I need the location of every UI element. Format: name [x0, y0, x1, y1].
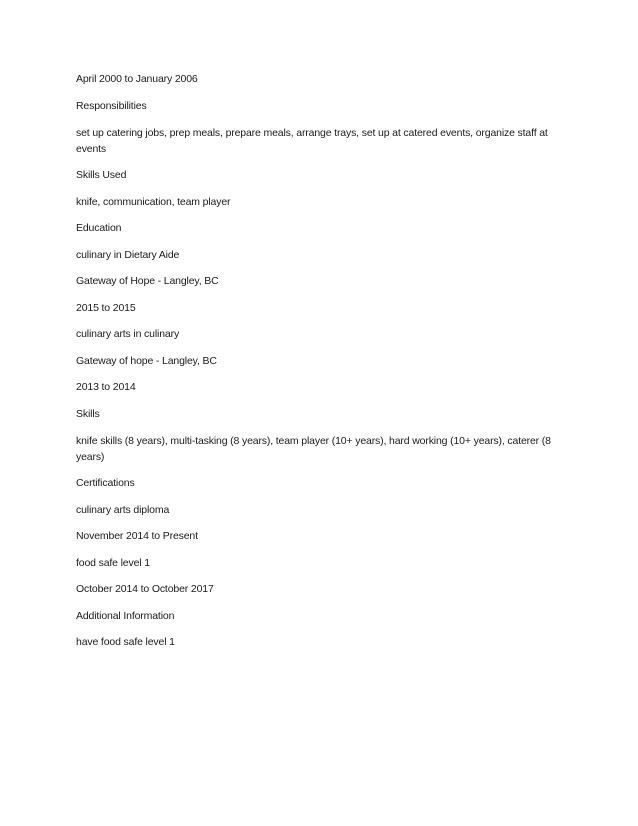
resume-text-body — [76, 72, 576, 662]
education-heading: Education — [76, 222, 122, 234]
education-2-dates: 2013 to 2014 — [76, 381, 136, 393]
certification-1-name: culinary arts diploma — [76, 503, 170, 516]
responsibilities-text: set up catering jobs, prep meals, prepare meals, arrange trays, set up at catered events, organize staff at events — [76, 127, 548, 155]
education-2-program: culinary arts in culinary — [76, 328, 180, 340]
certification-2-dates: October 2014 to October 2017 — [76, 583, 214, 595]
education-2-school: Gateway of hope - Langley, BC — [76, 354, 217, 367]
additional-information-text: have food safe level 1 — [76, 636, 175, 648]
education-1-program: culinary in Dietary Aide — [76, 248, 180, 261]
responsibilities-heading: Responsibilities — [76, 99, 147, 112]
certifications-heading: Certifications — [76, 477, 135, 489]
skills-heading: Skills — [76, 407, 100, 420]
certification-2-name: food safe level 1 — [76, 556, 150, 569]
certification-1-dates: November 2014 to Present — [76, 530, 198, 542]
education-1-dates: 2015 to 2015 — [76, 301, 136, 314]
additional-information-heading: Additional Information — [76, 609, 175, 622]
skills-used-text: knife, communication, team player — [76, 195, 231, 208]
education-1-school: Gateway of Hope - Langley, BC — [76, 275, 219, 287]
skills-text: knife skills (8 years), multi-tasking (8 years), team player (10+ years), hard working (10+ years), caterer (8 years) — [76, 435, 551, 463]
employment-dates: April 2000 to January 2006 — [76, 73, 198, 85]
skills-used-heading: Skills Used — [76, 169, 127, 181]
